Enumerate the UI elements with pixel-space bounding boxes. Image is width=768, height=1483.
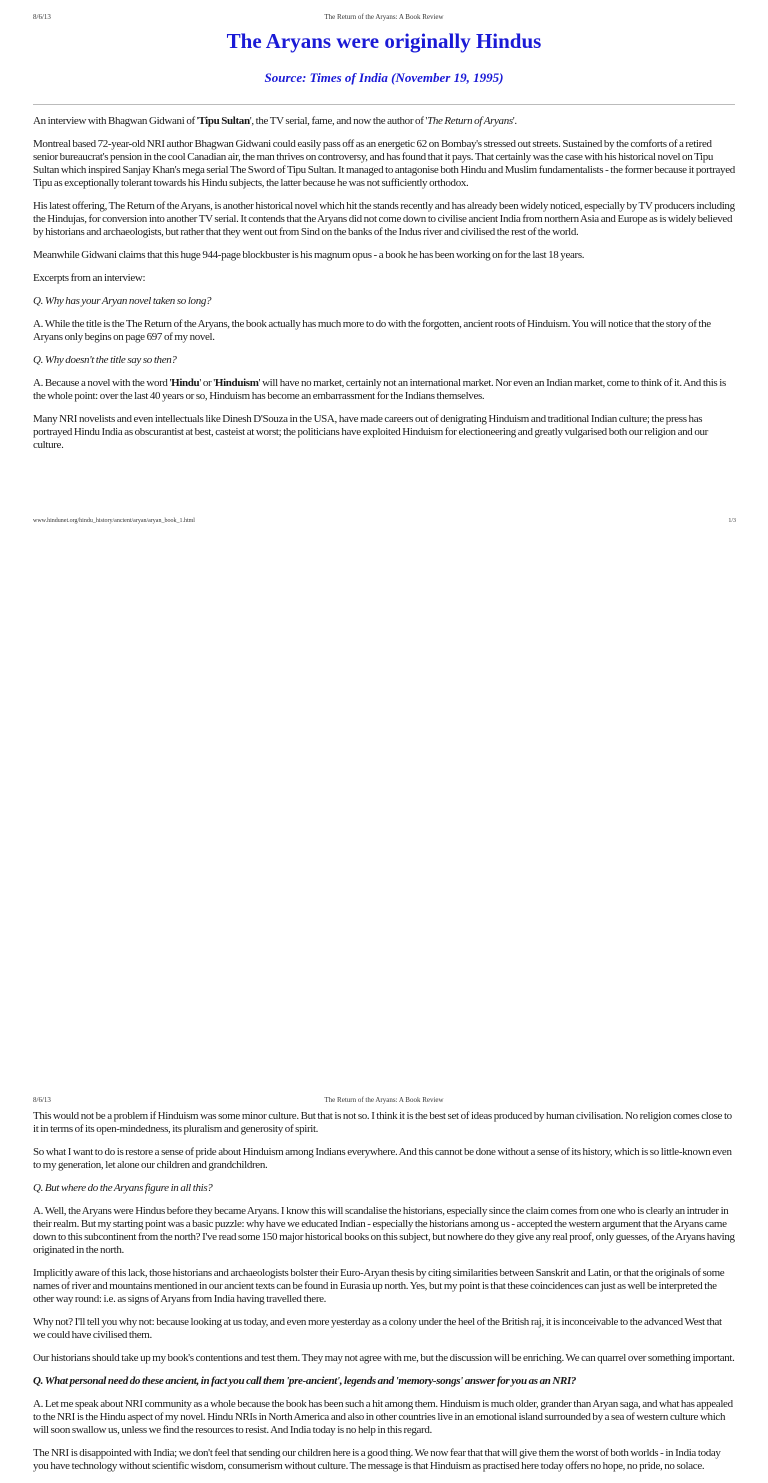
horizontal-rule — [33, 104, 735, 105]
interview-question: Q. What personal need do these ancient, in fact you call them 'pre-ancient', legends and 'memory-songs' answer for you as an NRI? — [33, 1375, 577, 1387]
interview-answer: A. Because a novel with the word 'Hindu' or 'Hinduism' will have no market, certainly not an international market. Nor even an Indian market, come to think of it. And this is the whole point: over the last 40 years or so, Hinduism has become an embarrassment for the Indians themselves. — [33, 377, 726, 402]
article-body-page-1 — [33, 115, 735, 462]
paragraph: An interview with Bhagwan Gidwani of 'Tipu Sultan', the TV serial, fame, and now the author of 'The Return of Aryans'. — [33, 115, 517, 127]
print-header-page-2 — [0, 1096, 768, 1106]
print-header — [0, 13, 768, 23]
paragraph: Montreal based 72-year-old NRI author Bhagwan Gidwani could easily pass off as an energetic 62 on Bombay's stressed out streets. Sustained by the comforts of a retired senior bureaucrat's pension in the cool Canadian air, the man thrives on controversy, and has found that it pays. That certainly was the case with his historical novel on Tipu Sultan which inspired Sanjay Khan's mega serial The Sword of Tipu Sultan. It managed to antagonise both Hindu and Muslim fundamentalists - the former because it portrayed Tipu as exceptionally tolerant towards his Hindu subjects, the latter because he was not sufficiently orthodox. — [33, 138, 735, 189]
interview-question: Q. Why has your Aryan novel taken so long? — [33, 295, 212, 307]
paragraph: So what I want to do is restore a sense of pride about Hinduism among Indians everywhere. And this cannot be done without a sense of its history, which is so little-known even to my generation, let alone our children and grandchildren. — [33, 1146, 732, 1171]
paragraph: Meanwhile Gidwani claims that this huge 944-page blockbuster is his magnum opus - a book he has been working on for the last 18 years. — [33, 249, 585, 261]
paragraph: Many NRI novelists and even intellectuals like Dinesh D'Souza in the USA, have made careers out of denigrating Hinduism and traditional Indian culture; the press has portrayed Hindu India as obscurantist at best, casteist at worst; the politicians have exploited Hinduism for electioneering and greatly vulgarised both our religion and our culture. — [33, 413, 708, 451]
article-title: The Aryans were originally Hindus — [226, 29, 542, 53]
interview-question: Q. But where do the Aryans figure in all this? — [33, 1182, 213, 1194]
print-date: 8/6/13 — [33, 13, 51, 21]
paragraph: Excerpts from an interview: — [33, 272, 146, 284]
paragraph: Why not? I'll tell you why not: because looking at us today, and even more yesterday as a colony under the heel of the British raj, it is inconceivable to the advanced West that we could have civilised them. — [33, 1316, 722, 1341]
paragraph: This would not be a problem if Hinduism was some minor culture. But that is not so. I think it is the best set of ideas produced by human civilisation. No religion comes close to it in terms of its open-mindedness, its pluralism and generosity of spirit. — [33, 1110, 732, 1135]
interview-answer: A. Let me speak about NRI community as a whole because the book has been such a hit among them. Hinduism is much older, grander than Aryan saga, and what has appealed to the NRI is the Hindu aspect of my novel. Hindu NRIs in North America and also in other countries live in an emotional island surrounded by a sea of western culture which will soon swallow us, unless we find the resources to resist. And India today is no help in this regard. — [33, 1398, 733, 1436]
print-doc-title: The Return of the Aryans: A Book Review — [324, 1096, 444, 1104]
emphasized-term: Hinduism — [214, 377, 259, 389]
emphasized-term: Tipu Sultan — [198, 115, 250, 127]
footer-url: www.hindunet.org/hindu_history/ancient/aryan/aryan_book_1.html — [33, 518, 195, 524]
paragraph: His latest offering, The Return of the Aryans, is another historical novel which hit the stands recently and has already been widely noticed, especially by TV producers including the Hindujas, for conversion into another TV serial. It contends that the Aryans did not come down to civilise ancient India from northern Asia and Europe as is widely believed by historians and archaeologists, but rather that they went out from Sind on the banks of the Indus river and civilised the rest of the world. — [33, 200, 735, 238]
print-doc-title: The Return of the Aryans: A Book Review — [324, 13, 444, 21]
interview-question: Q. Why doesn't the title say so then? — [33, 354, 177, 366]
article-source: Source: Times of India (November 19, 1995) — [264, 70, 504, 85]
interview-answer: A. Well, the Aryans were Hindus before they became Aryans. I know this will scandalise the historians, especially since the claim comes from one who is clearly an intruder in their realm. But my starting point was a basic puzzle: why have we educated Indian - especially the historians among us - accepted the western argument that the Aryans came down to this subcontinent from the north? I've read some 150 major historical books on this subject, but nowhere do they give any real proof, only guesses, of the Aryans having originated in the north. — [33, 1205, 735, 1256]
print-footer — [0, 518, 768, 528]
paragraph: Implicitly aware of this lack, those historians and archaeologists bolster their Euro-Aryan thesis by citing similarities between Sanskrit and Latin, or that the originals of some names of river and mountains mentioned in our ancient texts can be found in Eurasia up north. Yes, but my point is that these coincidences can just as well be interpreted the other way round: i.e. as signs of Aryans from India having travelled there. — [33, 1267, 725, 1305]
paragraph: The NRI is disappointed with India; we don't feel that sending our children here is a good thing. We now fear that that will give them the worst of both worlds - in India today you have technology without scientific wisdom, consumerism without culture. The message is that Hinduism as practised here today offers no hope, no pride, no solace. — [33, 1447, 721, 1472]
book-title: The Return of Aryans — [427, 115, 513, 127]
page-2 — [0, 540, 768, 1472]
print-date: 8/6/13 — [33, 1096, 51, 1104]
footer-page-number: 1/3 — [728, 518, 736, 524]
emphasized-term: Hindu — [171, 377, 200, 389]
page-1 — [0, 0, 768, 540]
paragraph: Our historians should take up my book's contentions and test them. They may not agree with me, but the discussion will be enriching. We can quarrel over something important. — [33, 1352, 735, 1364]
interview-answer: A. While the title is the The Return of the Aryans, the book actually has much more to do with the forgotten, ancient roots of Hinduism. You will notice that the story of the Aryans only begins on page 697 of my novel. — [33, 318, 711, 343]
article-body-page-2 — [33, 1110, 735, 1483]
